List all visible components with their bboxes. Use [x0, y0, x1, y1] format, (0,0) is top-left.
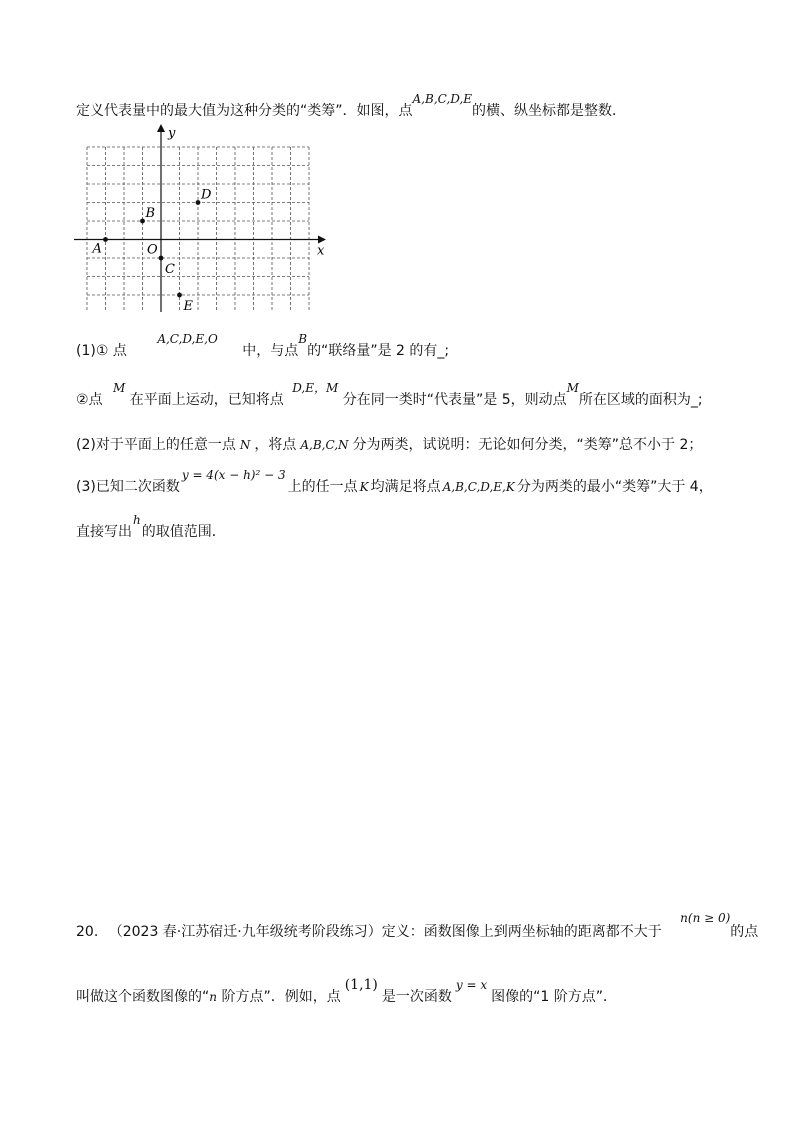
point-label-d: D	[201, 187, 212, 203]
q20-source: （2023 春·江苏宿迁·九年级统考阶段练习）定义：函数图像上到两坐标轴的距离都不大于	[108, 924, 662, 940]
q20-function: y = x	[455, 978, 488, 992]
grid-lines	[87, 147, 309, 312]
q3-prefix: (3)已知二次函数	[76, 479, 180, 495]
q20-line2-c: 是一次函数	[381, 989, 452, 1005]
q2-points: A,B,C,N	[300, 438, 349, 452]
q1-text-c: 的“联络量”是 2 的有_;	[307, 343, 450, 359]
q1-part2-a: 点	[88, 392, 103, 408]
y-axis-label: y	[168, 126, 176, 141]
circled-number-1: ①	[95, 343, 109, 359]
q1-text-a: 点	[108, 343, 127, 359]
intro-line	[76, 92, 626, 120]
q3-point-k: K	[359, 480, 369, 494]
q20-line2-b: 阶方点”．例如，点	[217, 989, 341, 1005]
point-d	[196, 200, 201, 205]
q1-text-b: 中，与点	[242, 343, 299, 359]
q1-points-2: D,E，M	[292, 381, 339, 395]
point-label-b: B	[145, 206, 156, 221]
point-a	[103, 237, 108, 242]
point-label-a: A	[92, 241, 102, 257]
q2-prefix: (2)对于平面上的任意一点	[76, 437, 236, 453]
coordinate-grid-figure	[72, 122, 334, 312]
intro-text-b: 的横、纵坐标都是整数．	[471, 103, 626, 119]
q20-condition: n(n ≥ 0)	[680, 911, 731, 925]
q20-n: n	[209, 990, 217, 1004]
x-axis-label: x	[317, 243, 325, 259]
q20-after-cond: 的点	[730, 924, 759, 940]
circled-number-2: ②	[76, 392, 89, 408]
q1-line-2	[76, 381, 703, 409]
y-axis-arrow	[157, 124, 165, 132]
intro-points: A,B,C,D,E	[412, 92, 472, 106]
q3-function: y = 4(x − h)² − 3	[181, 468, 286, 482]
axes	[74, 124, 326, 312]
q3-line-2	[76, 513, 226, 541]
intro-text-a: 定义代表量中的最大值为这种分类的“类筹”．如图，点	[76, 103, 413, 119]
point-b	[140, 219, 145, 224]
q3-points: A,B,C,D,E,K	[442, 480, 515, 494]
q2-suffix: 分为两类，试说明：无论如何分类，“类筹”总不小于 2；	[352, 437, 703, 453]
q2-mid: ，将点	[254, 437, 297, 453]
q20-line2-d: 图像的“1 阶方点”．	[491, 989, 618, 1005]
point-e	[177, 293, 182, 298]
q20-line-2	[76, 977, 618, 1006]
q20-number: 20.	[76, 924, 99, 940]
q3-suffix: 分为两类的最小“类筹”大于 4，	[516, 479, 713, 495]
q1-part2-c: 分在同一类时“代表量”是 5，则动点	[342, 392, 567, 408]
q1-point-b: B	[298, 332, 308, 346]
q1-prefix: (1)	[76, 343, 96, 359]
origin-label: O	[147, 242, 158, 258]
q1-part2-d: 所在区域的面积为_;	[578, 392, 703, 408]
point-label-c: C	[165, 262, 175, 277]
q3-line2-prefix: 直接写出	[76, 524, 132, 540]
point-label-e: E	[183, 299, 193, 312]
q3-var-h: h	[133, 513, 141, 527]
q3-line-1	[76, 468, 713, 496]
q1-line-1	[76, 332, 450, 360]
q1-point-m2: M	[566, 381, 579, 395]
q3-mid: 上的任一点	[287, 479, 358, 495]
q20-point: (1,1)	[344, 977, 378, 993]
q2-line	[76, 434, 702, 454]
q20-line2-a: 叫做这个函数图像的“	[76, 989, 210, 1005]
x-axis-arrow	[318, 236, 326, 244]
point-c	[159, 256, 164, 261]
q3-line2-suffix: 的取值范围．	[141, 524, 226, 540]
q1-point-m: M	[113, 381, 126, 395]
q1-part2-b: 在平面上运动，已知将点	[129, 392, 284, 408]
q3-mid2: 均满足将点	[370, 479, 441, 495]
q20-line-1	[76, 911, 759, 941]
q2-point: N	[239, 438, 251, 452]
q1-points: A,C,D,E,O	[157, 332, 218, 346]
